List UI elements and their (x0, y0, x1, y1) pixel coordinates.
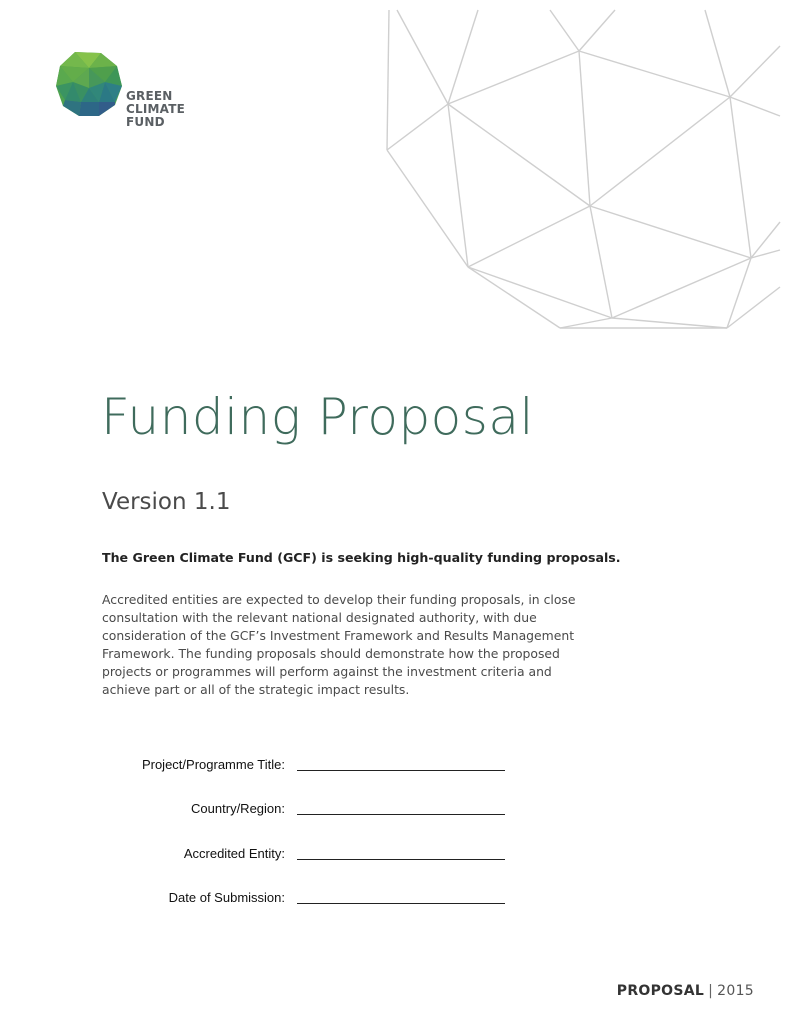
footer-separator: | (708, 983, 714, 999)
geodesic-globe-icon (55, 50, 123, 118)
green-climate-fund-logo (55, 50, 195, 140)
project-title-input[interactable] (297, 770, 505, 771)
footer-year: 2015 (717, 983, 754, 999)
country-region-label: Country/Region: (191, 801, 285, 816)
intro-line: projects or programmes will perform against the investment criteria and (102, 664, 552, 679)
submission-date-field (0, 888, 790, 910)
submission-date-input[interactable] (297, 903, 505, 904)
intro-line: achieve part or all of the strategic impact results. (102, 682, 410, 697)
logo-line-green: GREEN (126, 89, 173, 103)
intro-line: Accredited entities are expected to develop their funding proposals, in close (102, 592, 576, 607)
lead-statement: The Green Climate Fund (GCF) is seeking high-quality funding proposals. (102, 550, 621, 565)
logo-line-climate: CLIMATE (126, 102, 185, 116)
country-region-field (0, 799, 790, 821)
intro-paragraph (102, 591, 576, 699)
project-title-field (0, 755, 790, 777)
page-footer (617, 983, 754, 999)
version-label: Version 1.1 (102, 489, 231, 515)
country-region-input[interactable] (297, 814, 505, 815)
accredited-entity-field (0, 844, 790, 866)
logo-wordmark (126, 90, 185, 129)
intro-line: consultation with the relevant national designated authority, with due (102, 610, 537, 625)
submission-date-label: Date of Submission: (168, 890, 285, 905)
page-title: Funding Proposal (101, 388, 534, 446)
accredited-entity-input[interactable] (297, 859, 505, 860)
footer-label: PROPOSAL (616, 983, 705, 999)
accredited-entity-label: Accredited Entity: (183, 846, 285, 861)
intro-line: consideration of the GCF’s Investment Framework and Results Management (102, 628, 575, 643)
intro-line: Framework. The funding proposals should demonstrate how the proposed (102, 646, 560, 661)
logo-line-fund: FUND (126, 115, 165, 129)
project-title-label: Project/Programme Title: (141, 757, 285, 772)
